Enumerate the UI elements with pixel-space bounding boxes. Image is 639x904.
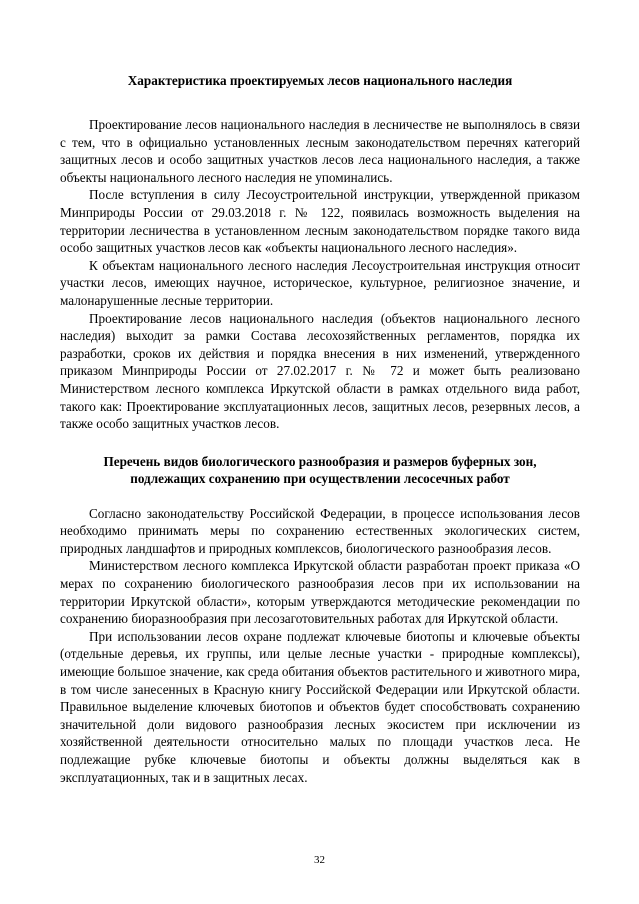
paragraph: Министерством лесного комплекса Иркутской области разработан проект приказа «О мерах по сохранению биологического разнообразия лесов при их использовании на территории Иркутской области», которым утверждаются методические рекомендации по сохранению биоразнообразия при лесозаготовительных работах для Иркутской области. [60,558,580,627]
section-heading-biodiversity [60,453,580,487]
paragraph: К объектам национального лесного наследия Лесоустроительная инструкция относит участки лесов, имеющих научное, историческое, культурное, религиозное значение, и малонарушенные лесные территории. [60,257,580,308]
paragraph: При использовании лесов охране подлежат ключевые биотопы и ключевые объекты (отдельные деревья, их группы, или целые лесные участки - природные комплексы), имеющие большое значение, как среда обитания объектов растительного и животного мира, в том числе занесенных в Красную книгу Российской Федерации или Иркутской области. Правильное выделение ключевых биотопов и объектов будет способствовать сохранению значительной доли видового разнообразия лесных экосистем при исключении из хозяйственной деятельности относительно малых по площади участков леса. Не подлежащие рубке ключевые биотопы и объекты должны выделяться как в эксплуатационных, так и в защитных лесах. [60,628,580,785]
section-heading-national-heritage: Характеристика проектируемых лесов национального наследия [127,73,513,88]
document-page [60,72,580,786]
paragraph: Проектирование лесов национального наследия в лесничестве не выполнялось в связи с тем, что в официально установленных лесным законодательством перечнях категорий защитных лесов и особо защитных участков лесов леса национального наследия, а также объекты национального лесного наследия не упоминались. [60,117,580,185]
page-number: 32 [314,854,325,866]
paragraph: После вступления в силу Лесоустроительной инструкции, утвержденной приказом Минприроды России от 29.03.2018 г. № 122, появилась возможность выделения на территории лесничества в установленном лесным законодательством порядке такого вида особо защитных участков лесов как «объекты национального лесного наследия». [60,187,580,256]
paragraph: Проектирование лесов национального наследия (объектов национального лесного наследия) выходит за рамки Состава лесохозяйственных регламентов, порядка их разработки, сроков их действия и порядка внесения в них изменений, утвержденного приказом Минприроды России от 27.02.2017 г. № 72 и может быть реализовано Министерством лесного комплекса Иркутской области в рамках отдельного вида работ, такого как: Проектирование эксплуатационных лесов, защитных лесов, резервных лесов, а также особо защитных участков лесов. [60,310,580,432]
section-heading-line: подлежащих сохранению при осуществлении лесосечных работ [130,470,510,486]
section-heading-line: Перечень видов биологического разнообразия и размеров буферных зон, [103,453,537,469]
paragraph: Согласно законодательству Российской Федерации, в процессе использования лесов необходимо принимать меры по сохранению естественных экологических систем, природных ландшафтов и природных комплексов, биологического разнообразия лесов. [60,505,580,556]
